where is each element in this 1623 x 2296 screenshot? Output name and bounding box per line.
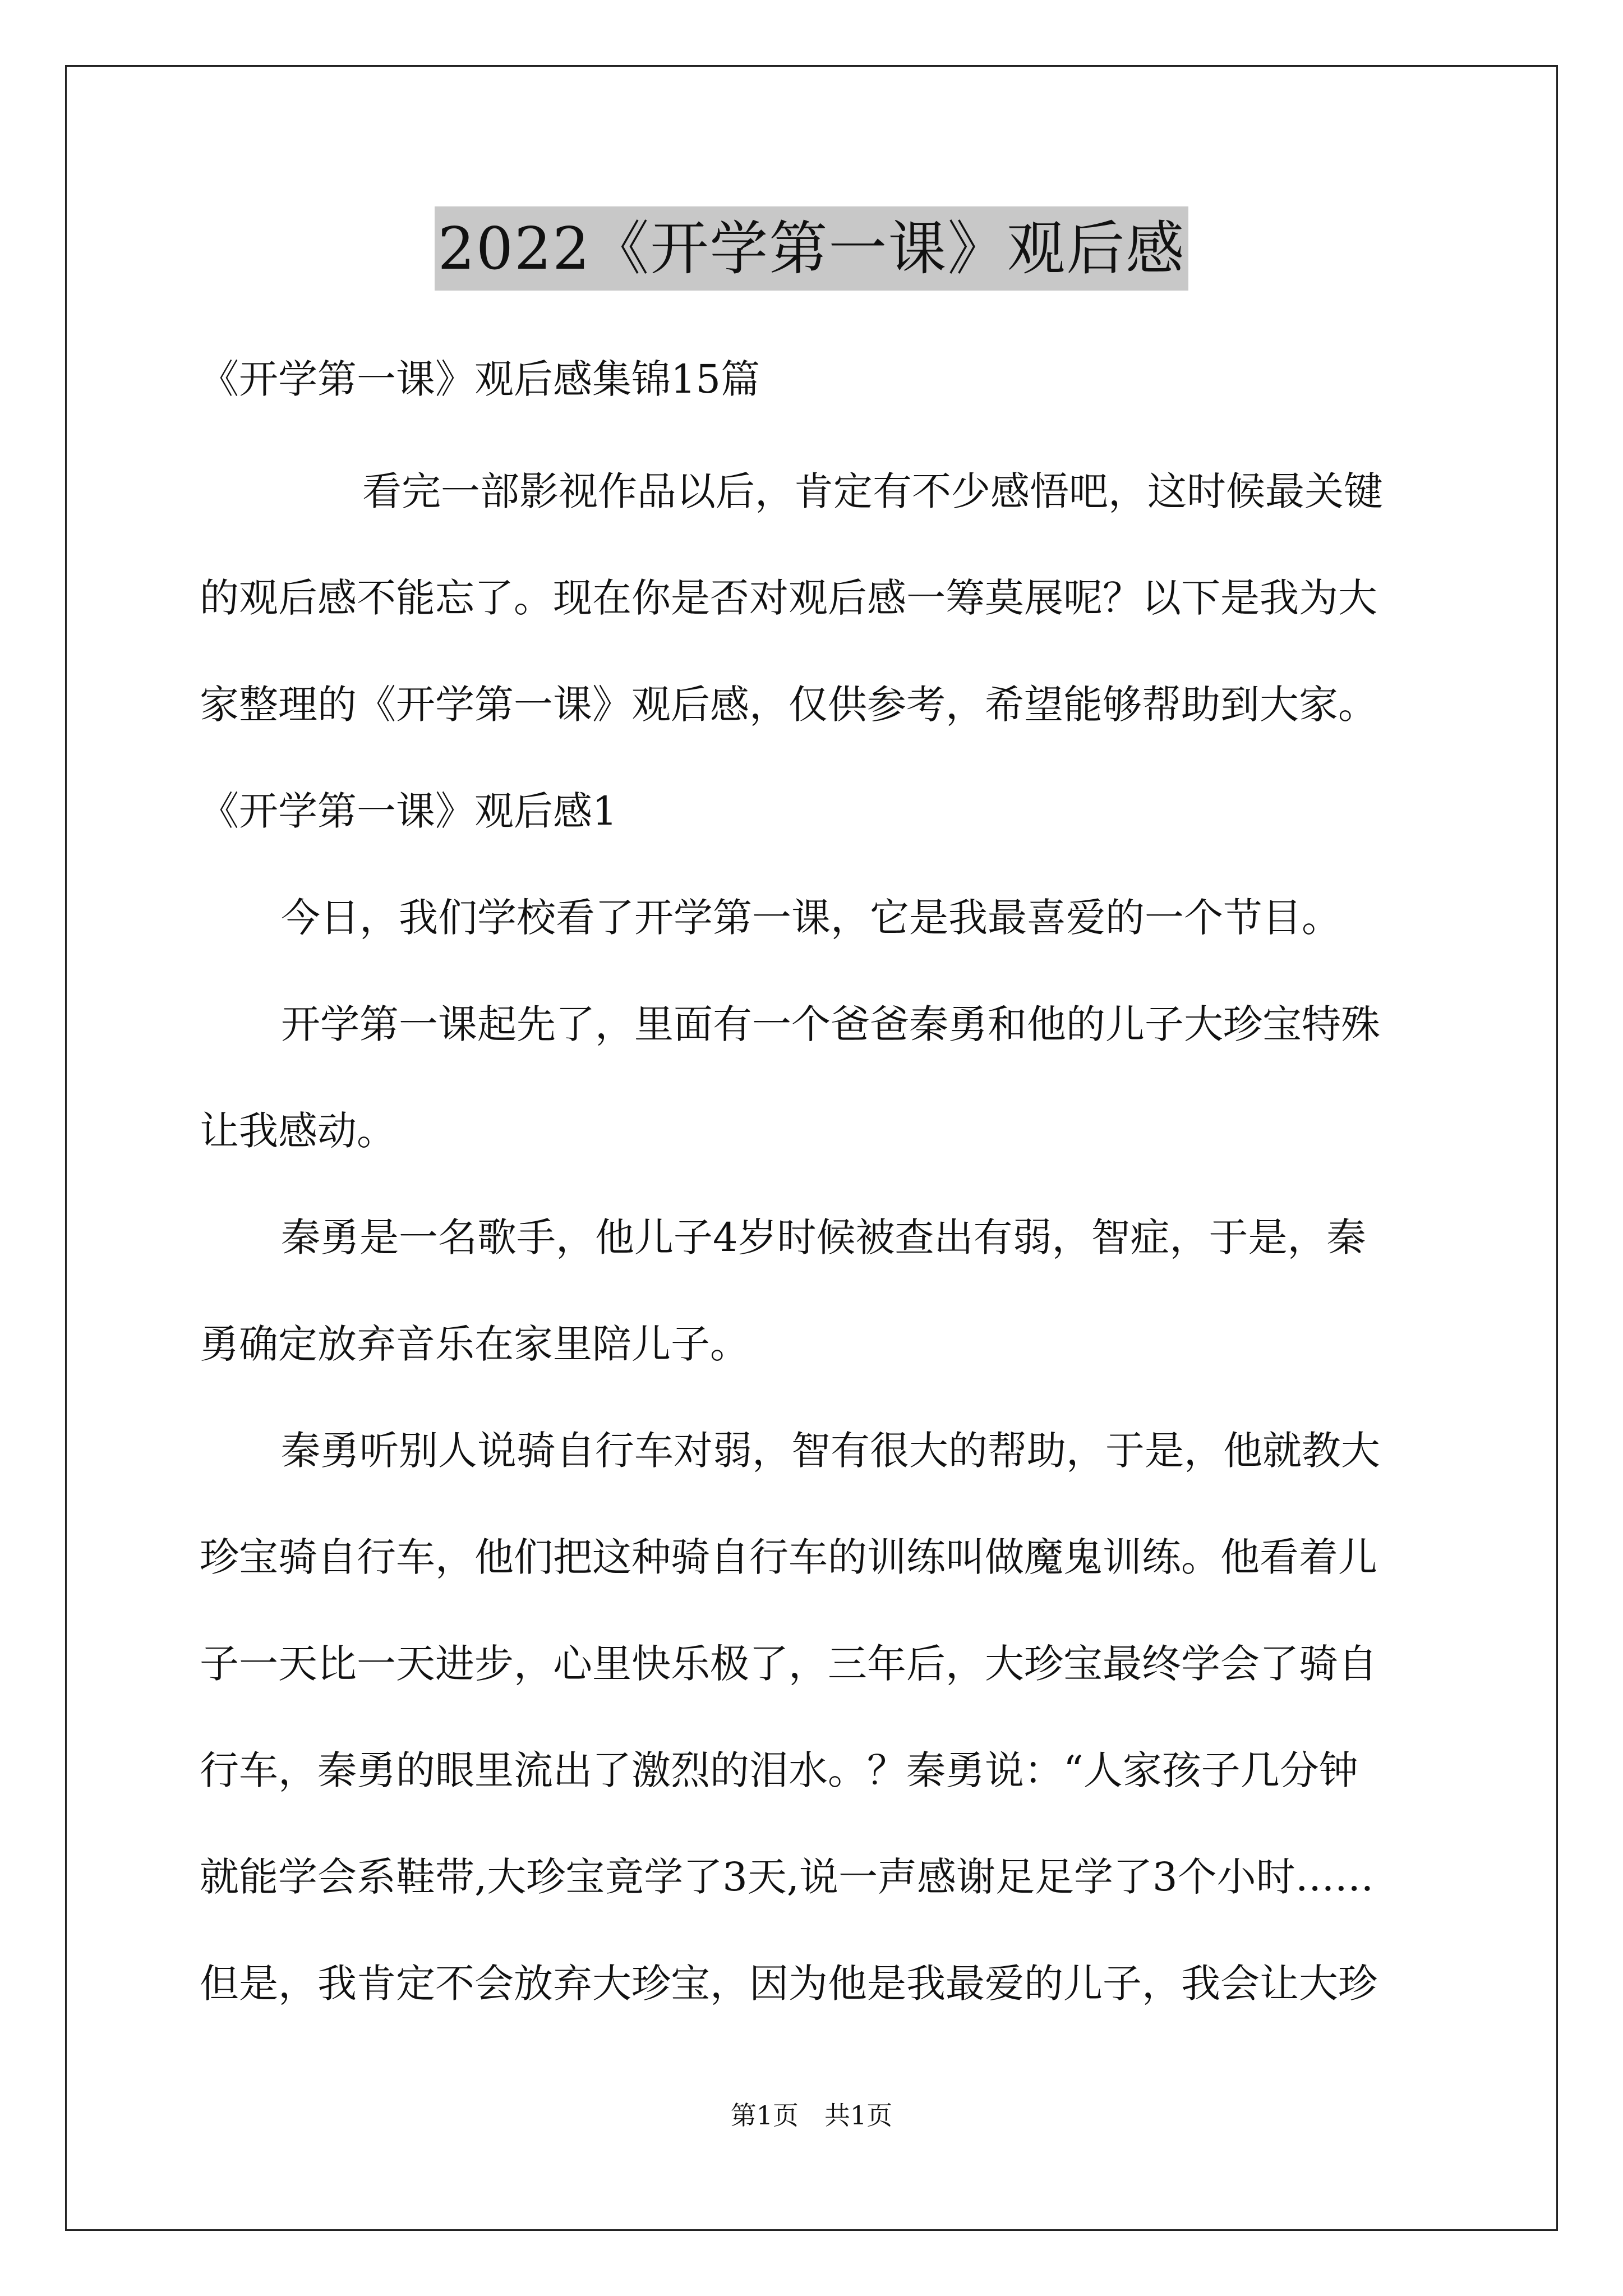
title-container [0,206,1623,291]
page-footer: 第1页 共1页 [730,2100,893,2131]
paragraph-line: 秦勇是一名歌手，他儿子4岁时候被查出有弱，智症，于是，秦 [281,1214,1366,1260]
paragraph-line: 珍宝骑自行车，他们把这种骑自行车的训练叫做魔鬼训练。他看着儿 [200,1534,1377,1580]
paragraph-line: 就能学会系鞋带,大珍宝竟学了3天,说一声感谢足足学了3个小时…… [200,1854,1374,1900]
paragraph-line: 家整理的《开学第一课》观后感，仅供参考，希望能够帮助到大家。 [200,682,1377,728]
paragraph-line: 行车，秦勇的眼里流出了激烈的泪水。？秦勇说：“人家孩子几分钟 [200,1747,1358,1793]
paragraph-line: 开学第一课起先了，里面有一个爸爸秦勇和他的儿子大珍宝特殊 [281,1001,1380,1047]
paragraph-line: 的观后感不能忘了。现在你是否对观后感一筹莫展呢？以下是我为大 [200,575,1377,621]
paragraph-line: 但是，我肯定不会放弃大珍宝，因为他是我最爱的儿子，我会让大珍 [200,1961,1377,2007]
paragraph-line: 秦勇听别人说骑自行车对弱，智有很大的帮助，于是，他就教大 [281,1428,1380,1474]
paragraph-line: 今日，我们学校看了开学第一课，它是我最喜爱的一个节目。 [281,895,1341,941]
paragraph-line: 让我感动。 [200,1108,396,1154]
paragraph-line: 看完一部影视作品以后，肯定有不少感悟吧，这时候最关键 [362,468,1383,514]
section-heading: 《开学第一课》观后感1 [200,788,617,834]
paragraph-line: 子一天比一天进步，心里快乐极了，三年后，大珍宝最终学会了骑自 [200,1641,1377,1687]
paragraph-line: 勇确定放弃音乐在家里陪儿子。 [200,1321,749,1367]
document-title: 2022《开学第一课》观后感 [435,206,1189,291]
subtitle-line: 《开学第一课》观后感集锦15篇 [200,356,760,402]
